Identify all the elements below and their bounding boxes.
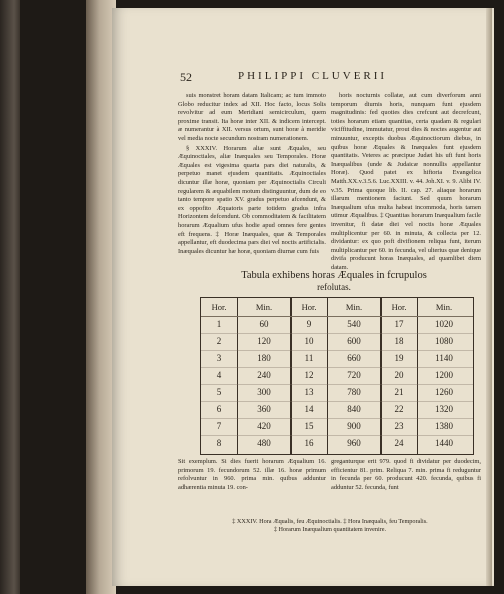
table-cell-minutes: 1440 xyxy=(435,438,453,448)
table-cell-hour: 13 xyxy=(304,387,314,397)
table-header-hor: Hor. xyxy=(211,302,227,312)
table-row-rule xyxy=(201,333,473,334)
table-cell-hour: 4 xyxy=(216,370,222,380)
table-cell-minutes: 240 xyxy=(257,370,271,380)
table-cell-hour: 20 xyxy=(394,370,404,380)
paragraph: § XXXIV. Horarum aliæ sunt Æquales, seu Æquinoctiales, aliæ Inæquales seu Temporales. Horæ Æquales est vigesima quarta pars diei naturalis, & perpetuo manet ejusdem quantitatis. Æquinoctiales dicuntur illæ horæ, quoniam per Æquinoctialis Circuli regularem & æquabilem motum distinguuntur, dum de eo tanto tempore spatio XV. gradus perpetuo afcendunt, & ex oppofito Æquatoris parte totidem gradus infra Horizontem defcendunt. Ob commoditatem & facilitatem horarum Æqualium ufus hodie apud omnes fere gentes eft frequens. ‡ Horæ Inæquales, quæ & Temporales appellantur, eft duodecima pars diei vel noctis artificialis. Inæquales dicuntur hæ horæ, quoniam diurnæ cum fuis xyxy=(178,144,326,255)
table-cell-minutes: 60 xyxy=(259,319,269,329)
table-header-hor: Hor. xyxy=(301,302,317,312)
table-cell-minutes: 300 xyxy=(257,387,271,397)
paragraph: horis nocturnis collatæ, aut cum diverforum anni temporum diurnis horis, nunquam funt ejusdem magnitudinis: fed quoties dies crefcunt aut decrefcunt, toties horarum etiam quantitas, certa quadam & regulari viciffitudine, immutatur, prout dies & noctes augentur aut minuuntur, exceptis duobus Æquinoctiorum diebus, in quibus horæ Æquales & Inæquales funt ejusdem quantitatis. Veteres ac præcipue Judæi his ufi funt horis Inæqualibus (unde & Judaicæ nonnullis appellantur Horæ). Quod patet ex hiftoria Evangelica Matth.XX.v.3.5.6. Luc.XXIII. v. 44. Joh.XI. v. 9. Alibi IV. v.35. Prima quoque lib. II. cap. 27. aliaque horarum illarum mentionem faciunt. Sed quum horarum Inæqualium ufus multa habeat incommoda, horis tamen utimur Æqualibus. ‡ Quantitas horarum Inæqualium facile invenitur, fi datæ diei vel noctis horæ Æquales multiplicentur per 60. in minuta, & collecta per 12. dividantur: ex quo poft divifionem reliqua funt, iterum multiplicantur per 60. in fecunda, vel ulterius quæ denique divifa producunt horas Inæquales, ad quamlibet diem datam. xyxy=(331,92,481,271)
table-cell-minutes: 600 xyxy=(347,336,361,346)
table-cell-hour: 17 xyxy=(394,319,404,329)
table-cell-minutes: 1140 xyxy=(435,353,453,363)
footnote: ‡ XXXIV. Hora Æqualis, feu Æquinoctialis. ‡ Hora Inæqualis, feu Temporalis. xyxy=(232,518,428,525)
table-cell-hour: 1 xyxy=(216,319,222,329)
table-cell-hour: 24 xyxy=(394,438,404,448)
table-cell-minutes: 960 xyxy=(347,438,361,448)
table-cell-minutes: 1320 xyxy=(435,404,453,414)
table-row-rule xyxy=(201,418,473,419)
table-cell-minutes: 120 xyxy=(257,336,271,346)
table-cell-hour: 9 xyxy=(306,319,312,329)
table-cell-hour: 7 xyxy=(216,421,222,431)
left-page-edge xyxy=(0,0,20,594)
right-text-column xyxy=(331,92,481,273)
table-cell-hour: 3 xyxy=(216,353,222,363)
hours-table xyxy=(200,297,474,455)
table-cell-minutes: 180 xyxy=(257,353,271,363)
table-cell-minutes: 660 xyxy=(347,353,361,363)
table-cell-minutes: 1380 xyxy=(435,421,453,431)
table-cell-minutes: 1020 xyxy=(435,319,453,329)
table-header-min: Min. xyxy=(345,302,363,312)
left-text-column xyxy=(178,92,326,257)
table-header-rule xyxy=(201,316,473,317)
table-cell-hour: 14 xyxy=(304,404,314,414)
table-row-rule xyxy=(201,350,473,351)
table-cell-minutes: 720 xyxy=(347,370,361,380)
table-cell-minutes: 1080 xyxy=(435,336,453,346)
table-cell-minutes: 1200 xyxy=(435,370,453,380)
table-row-rule xyxy=(201,367,473,368)
table-row-rule xyxy=(201,384,473,385)
table-cell-minutes: 420 xyxy=(257,421,271,431)
table-cell-hour: 2 xyxy=(216,336,222,346)
table-cell-minutes: 1260 xyxy=(435,387,453,397)
table-cell-hour: 18 xyxy=(394,336,404,346)
page-header xyxy=(180,70,490,84)
table-cell-hour: 16 xyxy=(304,438,314,448)
footnote: ‡ Horarum Inæqualium quantitatem invenire. xyxy=(273,526,387,533)
table-title: Tabula exhibens horas Æquales in fcrupulos xyxy=(241,270,427,281)
example-text-right: greganturque erit 979. quod fi dividatur per duodecim, efficientur 81. prim. Reliqua 7. min. prima fi reduguntur in fecunda per 60. producunt 420. fecunda, quibus fi adduntur 52. fecunda, funt xyxy=(331,458,481,491)
table-cell-minutes: 840 xyxy=(347,404,361,414)
table-cell-hour: 15 xyxy=(304,421,314,431)
table-cell-minutes: 480 xyxy=(257,438,271,448)
page-number: 52 xyxy=(180,70,192,84)
table-cell-minutes: 360 xyxy=(257,404,271,414)
table-cell-hour: 11 xyxy=(304,353,314,363)
table-cell-minutes: 540 xyxy=(347,319,361,329)
paragraph: suis monstret horam datam Italicam; ac tum immoto Globo reducitur index ad XII. Hoc facto, locus Solis revolvitur ad eum Meridiani semicirculum, quem proxime transit. Ita horæ inter XII. & indicem intercept. æ numerantur à XII. versus ortum, sunt horæ à meridie vel media nocte secundum nostram numerationem. xyxy=(178,92,326,142)
table-cell-hour: 21 xyxy=(394,387,404,397)
table-cell-hour: 12 xyxy=(304,370,314,380)
table-cell-hour: 23 xyxy=(394,421,404,431)
table-cell-minutes: 900 xyxy=(347,421,361,431)
footnotes xyxy=(180,518,480,534)
table-cell-hour: 10 xyxy=(304,336,314,346)
table-cell-hour: 19 xyxy=(394,353,404,363)
table-cell-minutes: 780 xyxy=(347,387,361,397)
page-edge xyxy=(486,8,492,586)
table-cell-hour: 6 xyxy=(216,404,222,414)
table-row-rule xyxy=(201,435,473,436)
table-header-min: Min. xyxy=(435,302,453,312)
table-header-hor: Hor. xyxy=(391,302,407,312)
example-text-left: Sit exemplum. Si dies fuerit horarum Æqualium 16. primorum 19. fecundorum 52. illæ 16. horæ primum refolvuntur in 960. prima min. quibus adduntur adhærentia minuta 19. con- xyxy=(178,458,326,491)
running-title: PHILIPPI CLUVERII xyxy=(238,70,388,82)
table-cell-hour: 8 xyxy=(216,438,222,448)
table-header-min: Min. xyxy=(255,302,273,312)
table-cell-hour: 22 xyxy=(394,404,404,414)
table-subtitle: refolutas. xyxy=(317,282,351,292)
table-cell-hour: 5 xyxy=(216,387,222,397)
table-row-rule xyxy=(201,401,473,402)
